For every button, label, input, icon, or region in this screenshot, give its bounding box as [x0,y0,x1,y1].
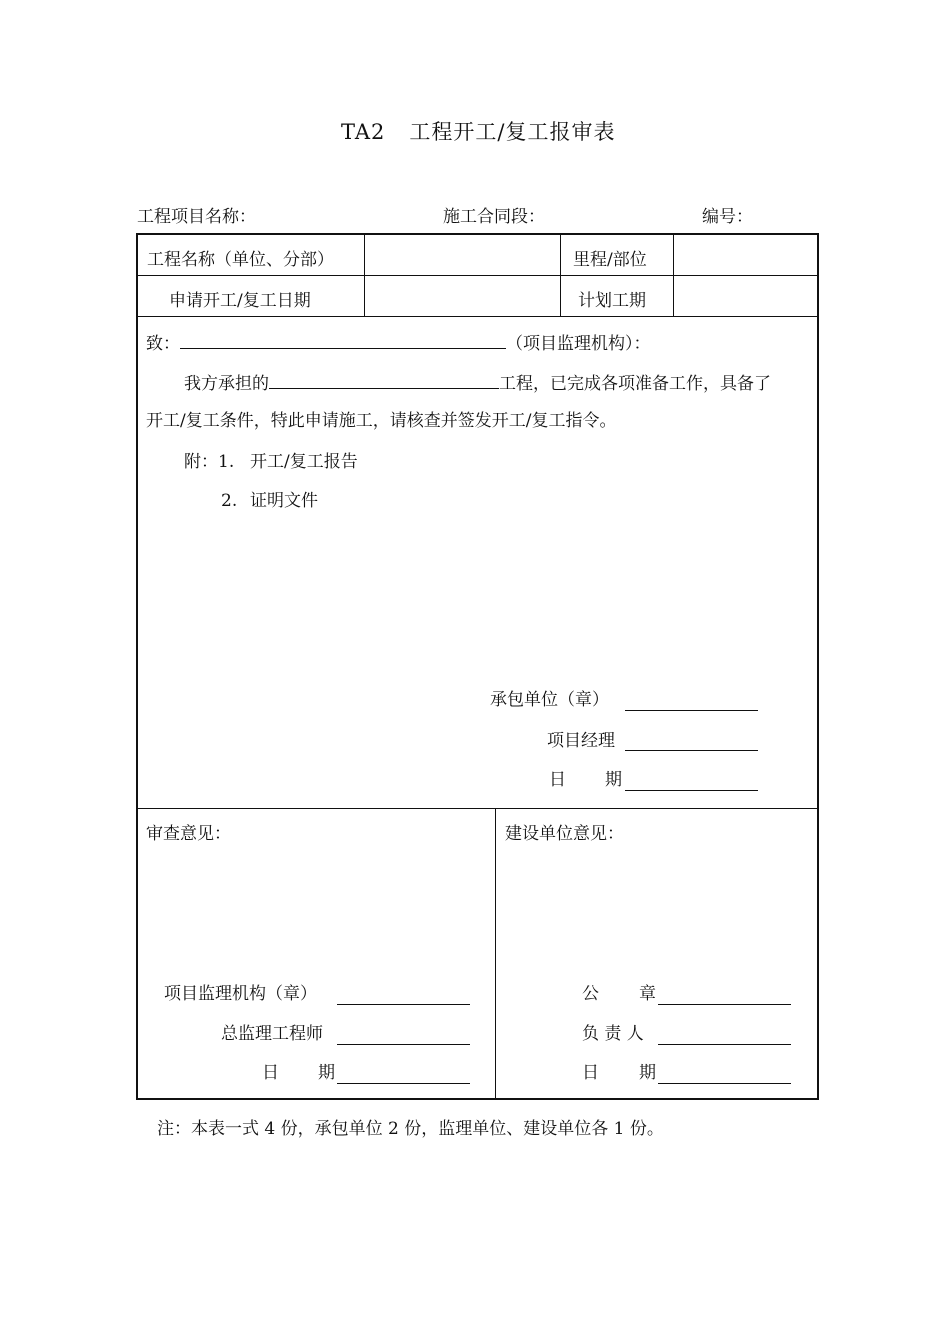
contractor-date-blank[interactable] [625,790,758,791]
supervisor-seal-label: 项目监理机构（章） [164,984,317,1004]
attachment-label: 附：1. [184,452,235,472]
attachment-2-number: 2. [221,491,238,511]
owner-seal-blank[interactable] [658,1004,791,1005]
review-date-blank[interactable] [337,1083,470,1084]
owner-opinion-title: 建设单位意见： [505,824,624,844]
to-line [146,332,651,354]
project-manager-blank[interactable] [625,750,758,751]
contractor-date-label-b: 期 [605,770,622,790]
col-divider-2 [560,234,561,316]
contract-section-label: 施工合同段： [443,207,545,227]
responsible-person-label: 负 责 人 [582,1024,644,1044]
row-divider-3 [137,808,818,809]
project-blank[interactable] [269,372,499,389]
owner-seal-label-b: 章 [639,984,656,1004]
responsible-person-blank[interactable] [658,1044,791,1045]
project-manager-label: 项目经理 [547,731,615,751]
review-opinion-title: 审查意见： [146,824,231,844]
to-suffix: （项目监理机构）： [506,334,651,354]
mileage-cell-label: 里程/部位 [573,250,647,270]
attachment-2: 证明文件 [250,491,318,511]
footnote: 注：本表一式 4 份，承包单位 2 份，监理单位、建设单位各 1 份。 [157,1119,664,1139]
project-name-cell-label: 工程名称（单位、分部） [147,250,334,270]
to-recipient-blank[interactable] [180,332,506,349]
col-divider-3 [673,234,674,316]
mileage-cell-input[interactable] [675,236,816,274]
form-table [136,233,819,1100]
chief-engineer-blank[interactable] [337,1044,470,1045]
contractor-seal-blank[interactable] [625,710,758,711]
apply-date-cell-label: 申请开工/复工日期 [169,291,311,311]
para1-suffix: 工程，已完成各项准备工作，具备了 [499,374,771,394]
owner-date-label-a: 日 [582,1063,599,1083]
apply-date-cell-input[interactable] [365,277,559,315]
plan-period-cell-label: 计划工期 [578,291,646,311]
para1-prefix: 我方承担的 [184,374,269,394]
project-name-label: 工程项目名称： [137,207,256,227]
page-title [341,119,615,145]
review-date-label-a: 日 [262,1063,279,1083]
to-label: 致： [146,334,180,354]
project-name-cell-input[interactable] [365,236,559,274]
title-text: 工程开工/复工报审表 [409,120,616,144]
contractor-seal-label: 承包单位（章） [490,690,609,710]
owner-seal-label-a: 公 [582,984,599,1004]
paragraph-line-2: 开工/复工条件，特此申请施工，请核查并签发开工/复工指令。 [146,411,617,431]
number-label: 编号： [702,207,753,227]
attachment-1: 开工/复工报告 [250,452,358,472]
owner-date-blank[interactable] [658,1083,791,1084]
chief-engineer-label: 总监理工程师 [221,1024,323,1044]
title-code: TA2 [341,120,386,144]
contractor-date-label-a: 日 [549,770,566,790]
plan-period-cell-input[interactable] [675,277,816,315]
row-divider-2 [137,316,818,317]
supervisor-seal-blank[interactable] [337,1004,470,1005]
owner-date-label-b: 期 [639,1063,656,1083]
col-divider-bottom [495,808,496,1099]
row-divider-1 [137,275,818,276]
review-date-label-b: 期 [318,1063,335,1083]
paragraph-line-1 [184,372,771,394]
